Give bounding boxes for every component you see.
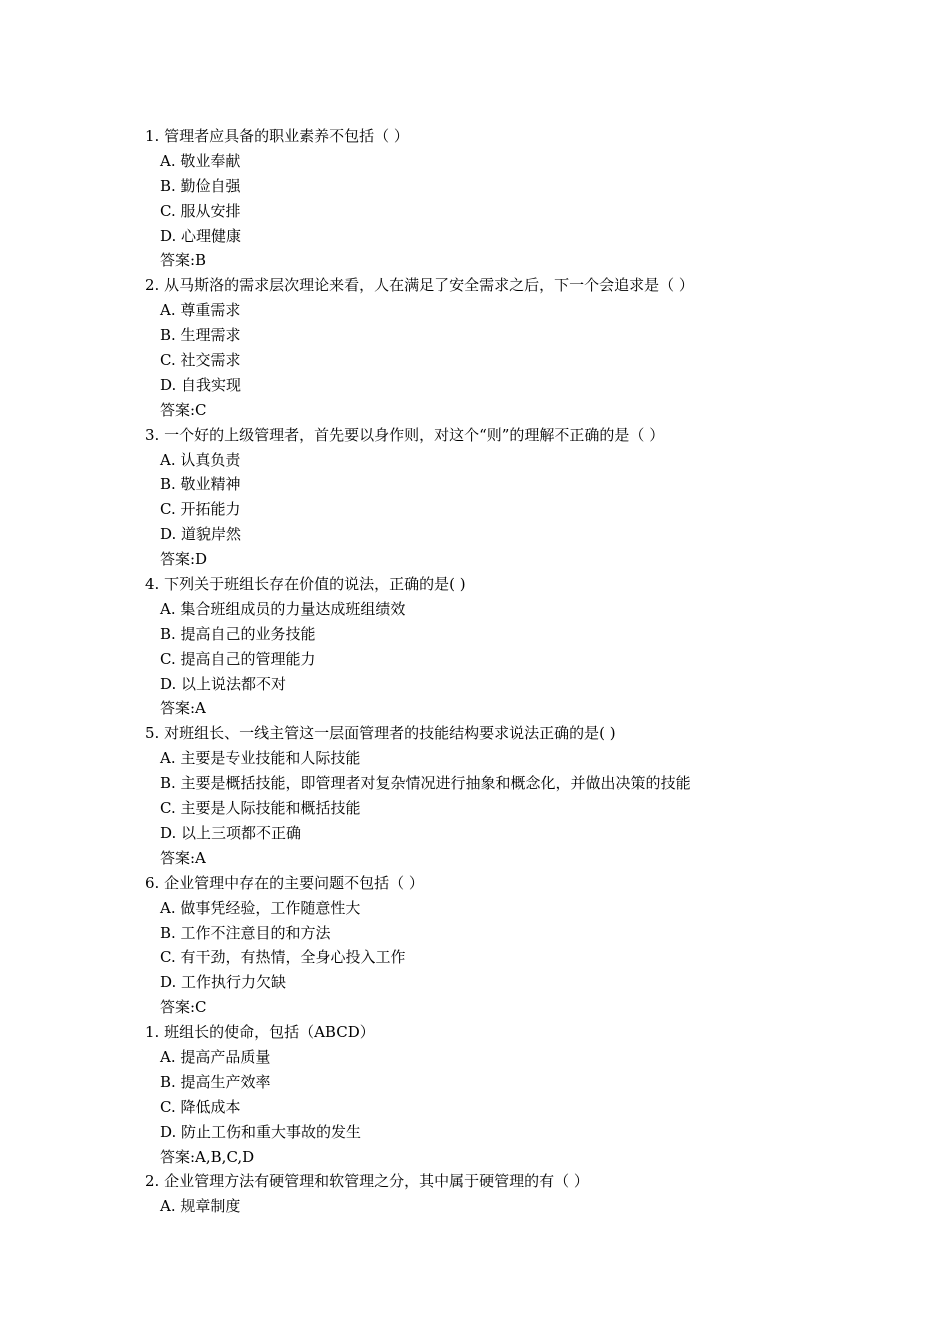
- question-option: D. 自我实现: [160, 375, 242, 394]
- question-option: B. 敬业精神: [160, 475, 241, 494]
- question-stem: 1. 管理者应具备的职业素养不包括（ ）: [145, 127, 409, 145]
- question-answer: 答案:A,B,C,D: [160, 1147, 255, 1166]
- question-option: B. 提高生产效率: [160, 1072, 271, 1091]
- question-option: D. 道貌岸然: [160, 525, 242, 544]
- question-option: A. 尊重需求: [160, 301, 241, 320]
- question-stem: 1. 班组长的使命，包括（ABCD）: [145, 1023, 375, 1042]
- question-option: D. 防止工伤和重大事故的发生: [160, 1122, 362, 1141]
- question-list: [145, 124, 845, 1219]
- question-stem: 2. 从马斯洛的需求层次理论来看，人在满足了安全需求之后，下一个会追求是（ ）: [145, 276, 694, 295]
- question-option: C. 服从安排: [160, 201, 241, 220]
- question-option: D. 心理健康: [160, 226, 242, 245]
- question-option: C. 社交需求: [160, 351, 241, 370]
- question-option: C. 降低成本: [160, 1097, 241, 1116]
- question-option: B. 主要是概括技能，即管理者对复杂情况进行抽象和概念化，并做出决策的技能: [160, 774, 691, 793]
- question-option: C. 主要是人际技能和概括技能: [160, 799, 361, 818]
- question-answer: 答案:C: [160, 400, 207, 419]
- question-option: A. 主要是专业技能和人际技能: [160, 749, 361, 768]
- question-option: B. 勤俭自强: [160, 176, 241, 195]
- question-option: D. 以上说法都不对: [160, 674, 287, 693]
- question-option: D. 工作执行力欠缺: [160, 973, 287, 992]
- question-option: A. 规章制度: [160, 1197, 241, 1216]
- question-option: A. 集合班组成员的力量达成班组绩效: [160, 599, 406, 618]
- question-option: A. 认真负责: [160, 450, 241, 469]
- question-option: C. 提高自己的管理能力: [160, 649, 316, 668]
- question-stem: 3. 一个好的上级管理者，首先要以身作则，对这个“则”的理解不正确的是（ ）: [145, 425, 665, 444]
- question-answer: 答案:A: [160, 699, 206, 718]
- question-option: A. 做事凭经验，工作随意性大: [160, 898, 361, 917]
- question-answer: 答案:A: [160, 848, 206, 867]
- question-option: A. 敬业奉献: [160, 151, 241, 170]
- question-option: B. 工作不注意目的和方法: [160, 923, 331, 942]
- question-option: C. 开拓能力: [160, 500, 241, 519]
- question-answer: 答案:B: [160, 251, 207, 270]
- question-option: B. 生理需求: [160, 326, 241, 345]
- question-answer: 答案:C: [160, 998, 207, 1017]
- question-stem: 5. 对班组长、一线主管这一层面管理者的技能结构要求说法正确的是( ): [145, 724, 616, 743]
- question-answer: 答案:D: [160, 550, 208, 569]
- question-option: A. 提高产品质量: [160, 1047, 271, 1066]
- question-stem: 4. 下列关于班组长存在价值的说法，正确的是( ): [145, 575, 466, 594]
- question-option: B. 提高自己的业务技能: [160, 624, 316, 643]
- question-option: C. 有干劲，有热情，全身心投入工作: [160, 948, 406, 967]
- question-stem: 6. 企业管理中存在的主要问题不包括（ ）: [145, 873, 424, 892]
- question-stem: 2. 企业管理方法有硬管理和软管理之分，其中属于硬管理的有（ ）: [145, 1172, 589, 1191]
- question-option: D. 以上三项都不正确: [160, 823, 302, 842]
